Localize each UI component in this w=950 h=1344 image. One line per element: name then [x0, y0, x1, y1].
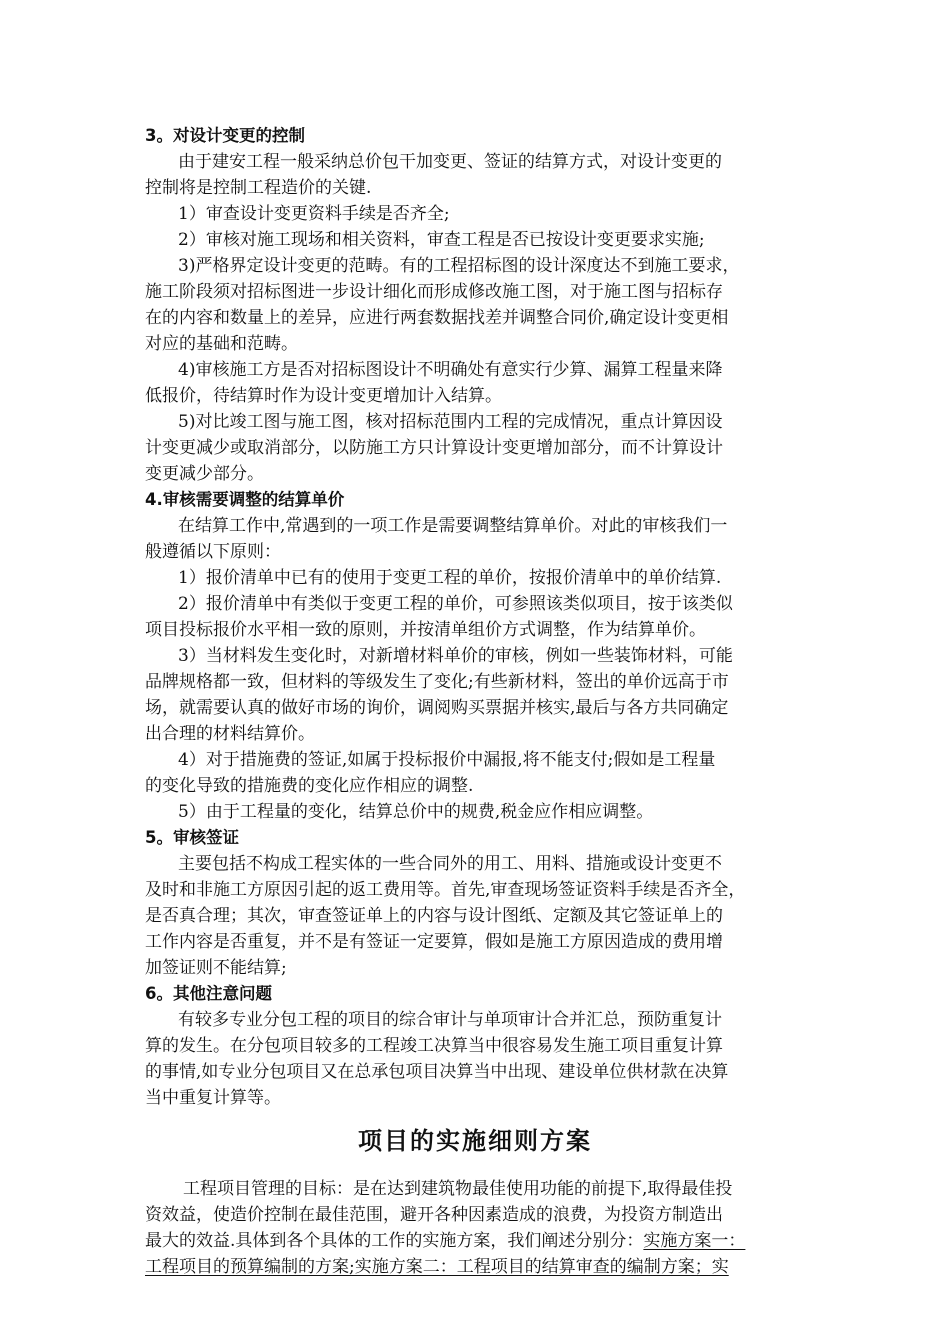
list-item-cont: 施工阶段须对招标图进一步设计细化而形成修改施工图，对于施工图与招标存 — [145, 282, 723, 302]
paragraph-line — [0, 1254, 950, 1280]
list-item-cont: 的变化导致的措施费的变化应作相应的调整. — [145, 776, 474, 796]
list-item-cont: 计变更减少或取消部分，以防施工方只计算设计变更增加部分，而不计算设计 — [145, 438, 723, 458]
section-5-heading: 5。审核签证 — [145, 828, 239, 847]
paragraph-line: 加签证则不能结算; — [145, 958, 287, 978]
list-item: 4）对于措施费的签证,如属于投标报价中漏报,将不能支付;假如是工程量 — [178, 750, 716, 770]
paragraph-line: 工作内容是否重复，并不是有签证一定要算，假如是施工方原因造成的费用增 — [145, 932, 723, 952]
section-3-heading: 3。对设计变更的控制 — [145, 126, 305, 145]
paragraph-line: 在结算工作中,常遇到的一项工作是需要调整结算单价。对此的审核我们一 — [178, 516, 728, 536]
paragraph-line: 由于建安工程一般采纳总价包干加变更、签证的结算方式，对设计变更的 — [178, 152, 722, 172]
paragraph-line: 工程项目管理的目标：是在达到建筑物最佳使用功能的前提下,取得最佳投 — [183, 1179, 733, 1199]
list-item-cont: 出合理的材料结算价。 — [145, 724, 315, 744]
page-title: 项目的实施细则方案 — [358, 1127, 592, 1155]
paragraph-text: 最大的效益.具体到各个具体的工作的实施方案，我们阐述分别分： — [145, 1231, 644, 1251]
paragraph-line: 资效益，使造价控制在最佳范围，避开各种因素造成的浪费，为投资方制造出 — [145, 1205, 723, 1225]
list-item-cont: 场，就需要认真的做好市场的询价，调阅购买票据并核实,最后与各方共同确定 — [145, 698, 729, 718]
paragraph-line: 算的发生。在分包项目较多的工程竣工决算当中很容易发生施工项目重复计算 — [145, 1036, 723, 1056]
list-item: 2）报价清单中有类似于变更工程的单价，可参照该类似项目，按于该类似 — [178, 594, 733, 614]
list-item: 3）当材料发生变化时，对新增材料单价的审核，例如一些装饰材料，可能 — [178, 646, 733, 666]
list-item: 1）审查设计变更资料手续是否齐全; — [178, 204, 450, 224]
paragraph-line: 控制将是控制工程造价的关键. — [145, 178, 372, 198]
list-item: 5）由于工程量的变化，结算总价中的规费,税金应作相应调整。 — [178, 802, 654, 822]
list-item: 4)审核施工方是否对招标图设计不明确处有意实行少算、漏算工程量来降 — [178, 360, 723, 380]
paragraph-line: 有较多专业分包工程的项目的综合审计与单项审计合并汇总，预防重复计 — [178, 1010, 722, 1030]
paragraph-line: 当中重复计算等。 — [145, 1088, 281, 1108]
list-item-cont: 项目投标报价水平相一致的原则，并按清单组价方式调整，作为结算单价。 — [145, 620, 706, 640]
list-item: 1）报价清单中已有的使用于变更工程的单价，按报价清单中的单价结算. — [178, 568, 722, 588]
list-item-cont: 在的内容和数量上的差异，应进行两套数据找差并调整合同价,确定设计变更相 — [145, 308, 729, 328]
plan-link[interactable]: 实施方案一： — [643, 1231, 746, 1251]
list-item-cont: 对应的基础和范畴。 — [145, 334, 298, 354]
paragraph-line: 及时和非施工方原因引起的返工费用等。首先,审查现场签证资料手续是否齐全， — [145, 880, 746, 900]
plan-link[interactable]: 工程项目的预算编制的方案;实施方案二：工程项目的结算审查的编制方案；实 — [145, 1257, 729, 1277]
paragraph-line: 主要包括不构成工程实体的一些合同外的用工、用料、措施或设计变更不 — [178, 854, 722, 874]
paragraph-line: 是否真合理；其次，审查签证单上的内容与设计图纸、定额及其它签证单上的 — [145, 906, 723, 926]
list-item-cont: 低报价，待结算时作为设计变更增加计入结算。 — [145, 386, 502, 406]
paragraph-line: 的事情,如专业分包项目又在总承包项目决算当中出现、建设单位供材款在决算 — [145, 1062, 729, 1082]
paragraph-line — [0, 1228, 950, 1254]
list-item: 3)严格界定设计变更的范畴。有的工程招标图的设计深度达不到施工要求， — [178, 256, 740, 276]
list-item-cont: 品牌规格都一致，但材料的等级发生了变化;有些新材料，签出的单价远高于市 — [145, 672, 729, 692]
paragraph-line: 般遵循以下原则： — [145, 542, 281, 562]
section-4-heading: 4.审核需要调整的结算单价 — [145, 490, 345, 509]
list-item: 2）审核对施工现场和相关资料，审查工程是否已按设计变更要求实施; — [178, 230, 705, 250]
section-6-heading: 6。其他注意问题 — [145, 984, 272, 1003]
list-item: 5)对比竣工图与施工图，核对招标范围内工程的完成情况，重点计算因设 — [178, 412, 723, 432]
list-item-cont: 变更减少部分。 — [145, 464, 264, 484]
